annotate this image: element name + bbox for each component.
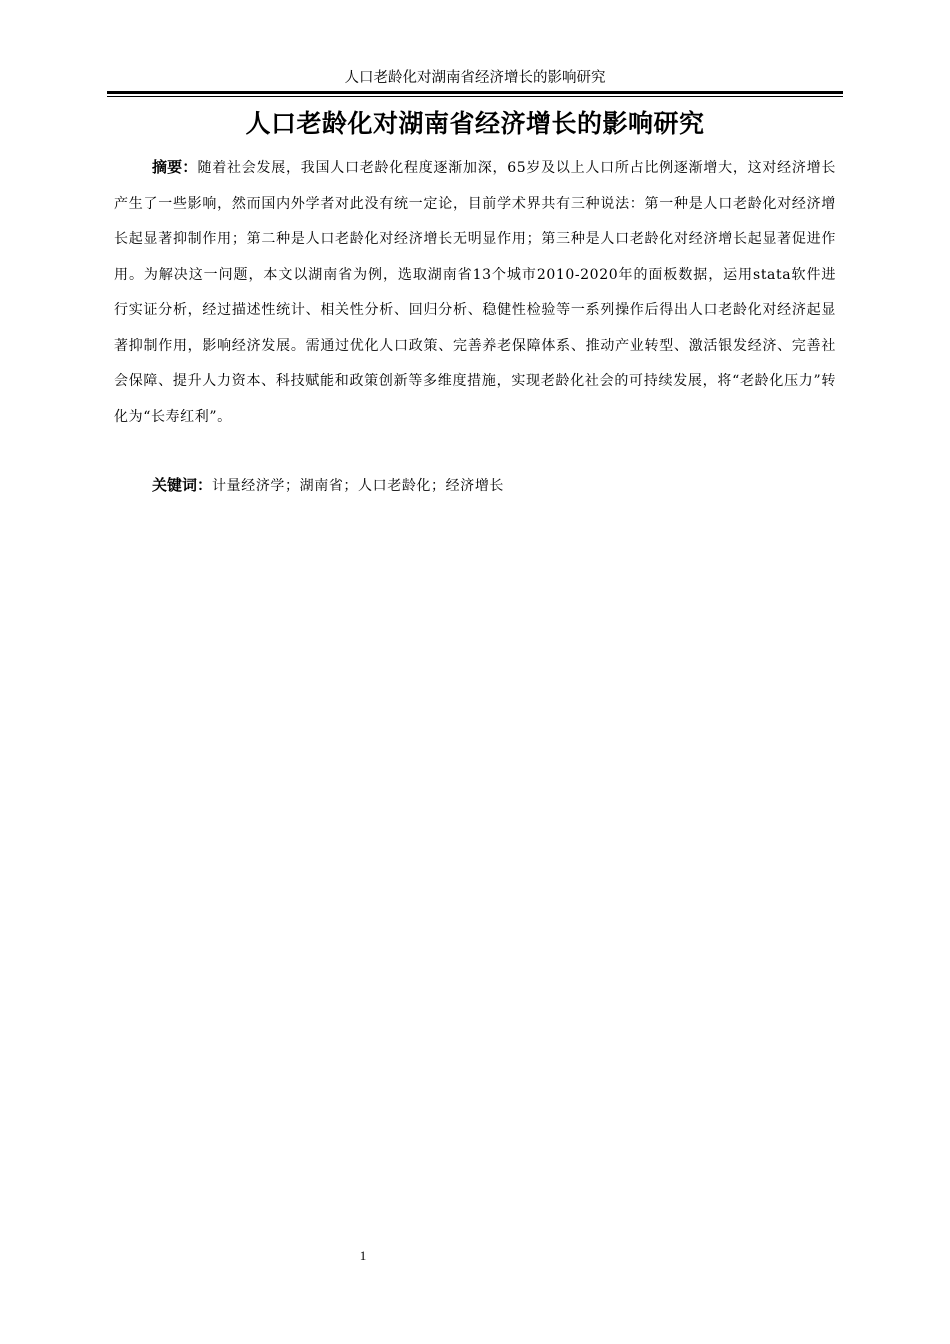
page-number: 1 bbox=[359, 1248, 367, 1263]
abstract-text: 随着社会发展，我国人口老龄化程度逐渐加深，65岁及以上人口所占比例逐渐增大，这对经济增长产生了一些影响，然而国内外学者对此没有统一定论，目前学术界共有三种说法：第一种是人口老龄化对经济增长起显著抑制作用；第二种是人口老龄化对经济增长无明显作用；第三种是人口老龄化对经济增长起显著促进作用。为解决这一问题，本文以湖南省为例，选取湖南省13个城市2010-2020年的面板数据，运用stata软件进行实证分析，经过描述性统计、相关性分析、回归分析、稳健性检验等一系列操作后得出人口老龄化对经济起显著抑制作用，影响经济发展。需通过优化人口政策、完善养老保障体系、推动产业转型、激活银发经济、完善社会保障、提升人力资本、科技赋能和政策创新等多维度措施，实现老龄化社会的可持续发展，将“老龄化压力”转化为“长寿红利”。 bbox=[114, 160, 836, 425]
keywords-label: 关键词： bbox=[152, 476, 213, 494]
running-header: 人口老龄化对湖南省经济增长的影响研究 bbox=[344, 70, 606, 86]
abstract-paragraph bbox=[114, 150, 836, 435]
header-rule-thick bbox=[107, 91, 843, 94]
keywords-paragraph bbox=[152, 470, 836, 501]
abstract-label: 摘要： bbox=[152, 158, 198, 176]
document-title: 人口老龄化对湖南省经济增长的影响研究 bbox=[245, 109, 705, 138]
keywords-text: 计量经济学；湖南省；人口老龄化；经济增长 bbox=[212, 478, 505, 494]
header-rule-thin bbox=[107, 96, 843, 97]
